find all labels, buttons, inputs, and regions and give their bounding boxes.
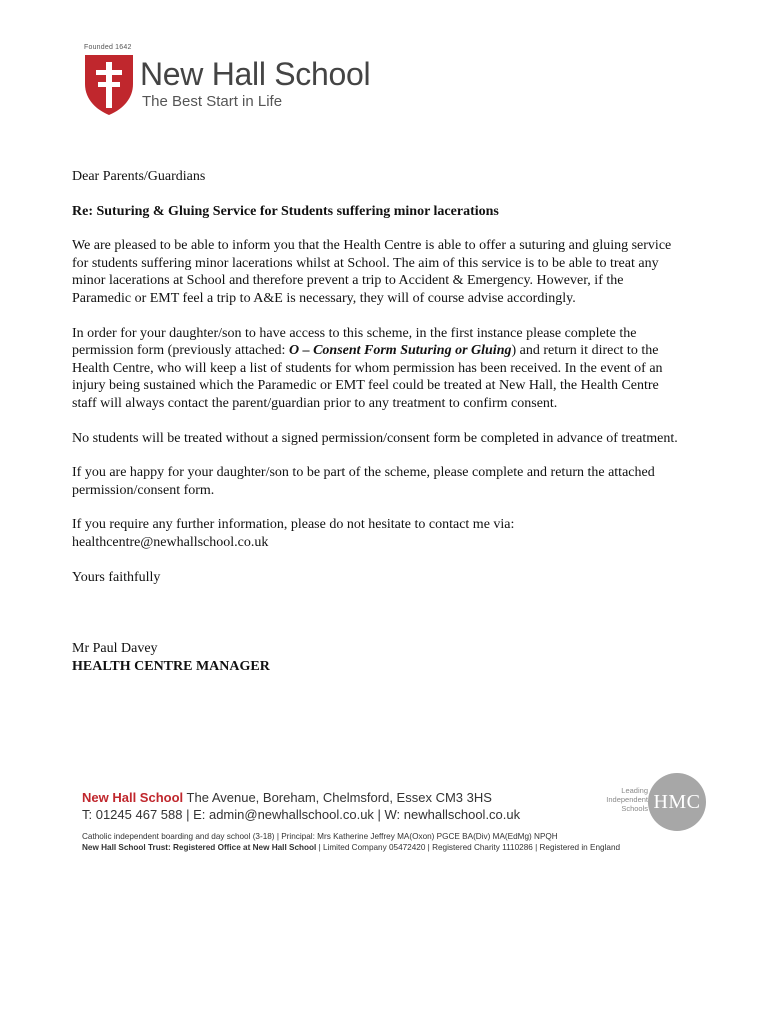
footer-school-name: New Hall School — [82, 790, 184, 805]
paragraph-consent-required: No students will be treated without a signed permission/consent form be completed in advance of treatment. — [72, 430, 678, 446]
footer-principal-line: Catholic independent boarding and day school (3-18) | Principal: Mrs Katherine Jeffrey MA(Oxon) PGCE BA(Div) MA(EdMg) NPQH — [82, 832, 558, 841]
school-name: New Hall School — [140, 56, 371, 92]
paragraph-permission-pre: In order for your daughter/son to have access to this scheme, in the first instance please complete the permission form (previously attached: — [72, 325, 637, 359]
signatory-title: HEALTH CENTRE MANAGER — [72, 658, 270, 674]
hmc-logo: HMC — [648, 773, 706, 831]
footer-trust-name: New Hall School Trust: Registered Office at New Hall School — [82, 843, 317, 852]
paragraph-permission — [72, 325, 684, 413]
footer-address: The Avenue, Boreham, Chelmsford, Essex CM3 3HS — [183, 790, 492, 805]
hmc-caption — [592, 786, 648, 813]
signatory-name: Mr Paul Davey — [72, 641, 158, 657]
hmc-caption-line-2: Independent — [606, 795, 648, 804]
letter-body — [72, 168, 684, 675]
paragraph-permission-post: ) and return it direct to the Health Centre, who will keep a list of students for whom permission has been received. In the event of an injury being sustained which the Paramedic or EMT feel could be treated at New Hall, the Health Centre staff will always contact the parent/guardian prior to any treatment to confirm consent. — [72, 343, 663, 411]
paragraph-contact — [72, 516, 684, 551]
paragraph-return-form: If you are happy for your daughter/son to be part of the scheme, please complete and return the attached permission/consent form. — [72, 465, 655, 498]
paragraph-intro: We are pleased to be able to inform you that the Health Centre is able to offer a suturing and gluing service for students suffering minor lacerations whilst at School. The aim of this service is to be able to treat any minor lacerations at School and therefore prevent a trip to Accident & Emergency. However, if the Paramedic or EMT feel a trip to A&E is necessary, they will of course advise accordingly. — [72, 238, 672, 306]
school-tagline: The Best Start in Life — [142, 93, 283, 110]
hmc-caption-line-1: Leading — [621, 786, 648, 795]
footer-contact-line: T: 01245 467 588 | E: admin@newhallschool.co.uk | W: newhallschool.co.uk — [82, 807, 521, 822]
hmc-caption-line-3: Schools — [621, 804, 648, 813]
contact-text: If you require any further information, please do not hesitate to contact me via: — [72, 517, 515, 533]
footer-trust-details: | Limited Company 05472420 | Registered Charity 1110286 | Registered in England — [316, 843, 621, 852]
founded-label: Founded 1642 — [84, 44, 132, 51]
footer-trust-line — [82, 843, 712, 852]
contact-email[interactable]: healthcentre@newhallschool.co.uk — [72, 534, 269, 550]
closing: Yours faithfully — [72, 569, 161, 585]
attachment-reference: O – Consent Form Suturing or Gluing — [288, 343, 512, 359]
subject-line: Re: Suturing & Gluing Service for Students suffering minor lacerations — [72, 203, 499, 219]
salutation: Dear Parents/Guardians — [72, 169, 206, 184]
cross-crest-icon — [84, 54, 134, 116]
